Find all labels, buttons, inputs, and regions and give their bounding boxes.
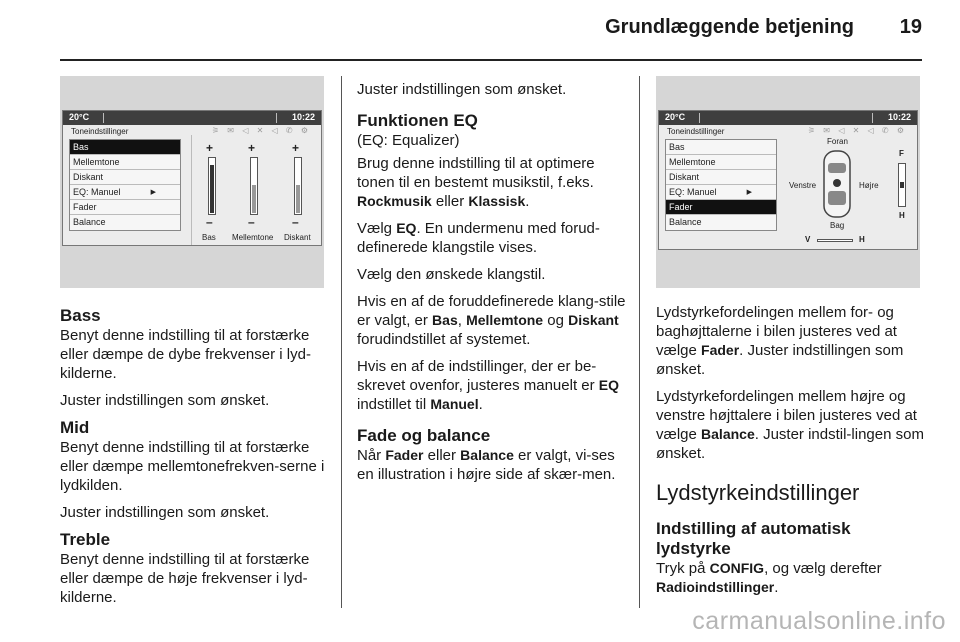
treble-text: Benyt denne indstilling til at forstærke eller dæmpe de høje frekvenser i lyd-kilderne. — [60, 551, 310, 606]
fader-screenshot — [656, 76, 920, 288]
eq-heading: Funktionen EQ — [357, 111, 478, 130]
clock: 10:22 — [887, 112, 911, 122]
plus-icon: + — [206, 141, 214, 155]
car-top-view-icon — [819, 149, 855, 219]
eq-paragraph-2: Vælg EQ. En undermenu med forud-definerede klangstile vises. — [357, 220, 600, 256]
bas-slider[interactable] — [208, 157, 216, 215]
label-front: Foran — [827, 137, 848, 146]
mid-adjust: Juster indstillingen som ønsket. — [60, 504, 270, 521]
treble-heading: Treble — [60, 530, 111, 549]
eq-sliders — [191, 135, 319, 245]
slider-label-diskant: Diskant — [284, 233, 311, 242]
bass-heading: Bass — [60, 306, 101, 325]
eq-paragraph-5: Hvis en af de indstillinger, der er be-skrevet ovenfor, justeres manuelt er EQ indstillet til Manuel. — [357, 358, 620, 413]
column-2 — [357, 80, 627, 492]
fade-heading: Fade og balance — [357, 426, 491, 445]
plus-icon: + — [248, 141, 256, 155]
balance-paragraph: Lydstyrkefordelingen mellem højre og venstre højttalere i bilen justeres ved at vælge Balance. Juster indstil-lingen som ønsket. — [656, 388, 924, 462]
mid-text: Benyt denne indstilling til at forstærke eller dæmpe mellemtonefrekven-serne i lydkilden. — [60, 439, 325, 494]
section-heading: Lydstyrkeindstillinger — [656, 480, 860, 505]
column-3 — [656, 303, 924, 605]
label-f: F — [899, 149, 904, 158]
plus-icon: + — [292, 141, 300, 155]
minus-icon: – — [206, 215, 213, 229]
mellemtone-slider[interactable] — [250, 157, 258, 215]
column-divider-1 — [341, 76, 342, 608]
menu-item-diskant[interactable]: Diskant — [666, 170, 776, 185]
balance-slider[interactable] — [817, 239, 853, 242]
adjust-text: Juster indstillingen som ønsket. — [357, 81, 567, 98]
menu-item-balance[interactable]: Balance — [669, 217, 702, 227]
page-number: 19 — [899, 16, 922, 38]
menu-item-mellemtone[interactable]: Mellemtone — [666, 155, 776, 170]
auto-volume-paragraph: Tryk på CONFIG, og vælg derefter Radioindstillinger. — [656, 560, 882, 596]
eq-subtitle: (EQ: Equalizer) — [357, 132, 460, 149]
label-right: Højre — [859, 181, 879, 190]
watermark: carmanualsonline.info — [692, 607, 946, 635]
fader-slider[interactable] — [898, 163, 906, 207]
display-screen — [658, 110, 918, 250]
eq-paragraph-3: Vælg den ønskede klangstil. — [357, 266, 546, 283]
label-left: Venstre — [789, 181, 817, 190]
minus-icon: – — [248, 215, 255, 229]
menu-item-bas[interactable]: Bas — [666, 140, 776, 155]
fader-paragraph: Lydstyrkefordelingen mellem for- og baghøjttalerne i bilen justeres ved at vælge Fader. Juster indstillingen som ønsket. — [656, 304, 904, 378]
diskant-slider[interactable] — [294, 157, 302, 215]
bass-text: Benyt denne indstilling til at forstærke eller dæmpe de dybe frekvenser i lyd-kilderne. — [60, 327, 311, 382]
label-v: V — [805, 235, 811, 244]
status-bar — [63, 111, 321, 125]
menu-item-eq[interactable]: EQ: Manuel ▶ — [70, 185, 180, 200]
column-divider-2 — [639, 76, 640, 608]
tone-menu — [665, 139, 777, 231]
eq-paragraph-4: Hvis en af de foruddefinerede klang-stile er valgt, er Bas, Mellemtone og Diskant forudindstillet af systemet. — [357, 293, 626, 348]
status-icons: ⚞ ✉ ◁ ✕ ◁ ✆ ⚙ — [807, 126, 907, 135]
eq-paragraph-1: Brug denne indstilling til at optimere tonen til en bestemt musikstil, f.eks. Rockmusik eller Klassisk. — [357, 155, 595, 210]
status-bar — [659, 111, 917, 125]
temperature: 20°C — [665, 112, 686, 122]
menu-item-bas[interactable]: Bas — [70, 140, 180, 155]
tone-settings-screenshot — [60, 76, 324, 288]
bass-adjust: Juster indstillingen som ønsket. — [60, 392, 270, 409]
menu-item-fader[interactable]: Fader — [666, 200, 776, 215]
screen-title: Toneindstillinger — [71, 127, 129, 136]
clock: 10:22 — [291, 112, 315, 122]
tone-menu — [69, 139, 181, 231]
menu-item-eq[interactable]: EQ: Manuel ▶ — [666, 185, 776, 200]
display-screen — [62, 110, 322, 246]
column-1 — [60, 306, 326, 615]
minus-icon: – — [292, 215, 299, 229]
header-rule — [60, 59, 922, 61]
label-rear: Bag — [830, 221, 845, 230]
menu-item-balance[interactable]: Balance — [73, 217, 106, 227]
play-arrow-icon: ▶ — [746, 189, 752, 196]
label-h-side: H — [899, 211, 905, 220]
fade-paragraph: Når Fader eller Balance er valgt, vi-ses en illustration i højre side af skær-men. — [357, 447, 616, 483]
auto-volume-heading: Indstilling af automatisk lydstyrke — [656, 519, 851, 558]
slider-label-mellemtone: Mellemtone — [232, 233, 274, 242]
play-arrow-icon: ▶ — [150, 189, 156, 196]
chapter-title: Grundlæggende betjening — [605, 16, 854, 38]
page-header — [60, 16, 922, 52]
slider-label-bas: Bas — [202, 233, 216, 242]
menu-item-diskant[interactable]: Diskant — [70, 170, 180, 185]
menu-item-fader[interactable]: Fader — [70, 200, 180, 215]
screen-title: Toneindstillinger — [667, 127, 725, 136]
menu-item-mellemtone[interactable]: Mellemtone — [70, 155, 180, 170]
label-h-bottom: H — [859, 235, 865, 244]
temperature: 20°C — [69, 112, 90, 122]
mid-heading: Mid — [60, 418, 90, 437]
status-icons: ⚞ ✉ ◁ ✕ ◁ ✆ ⚙ — [211, 126, 311, 135]
